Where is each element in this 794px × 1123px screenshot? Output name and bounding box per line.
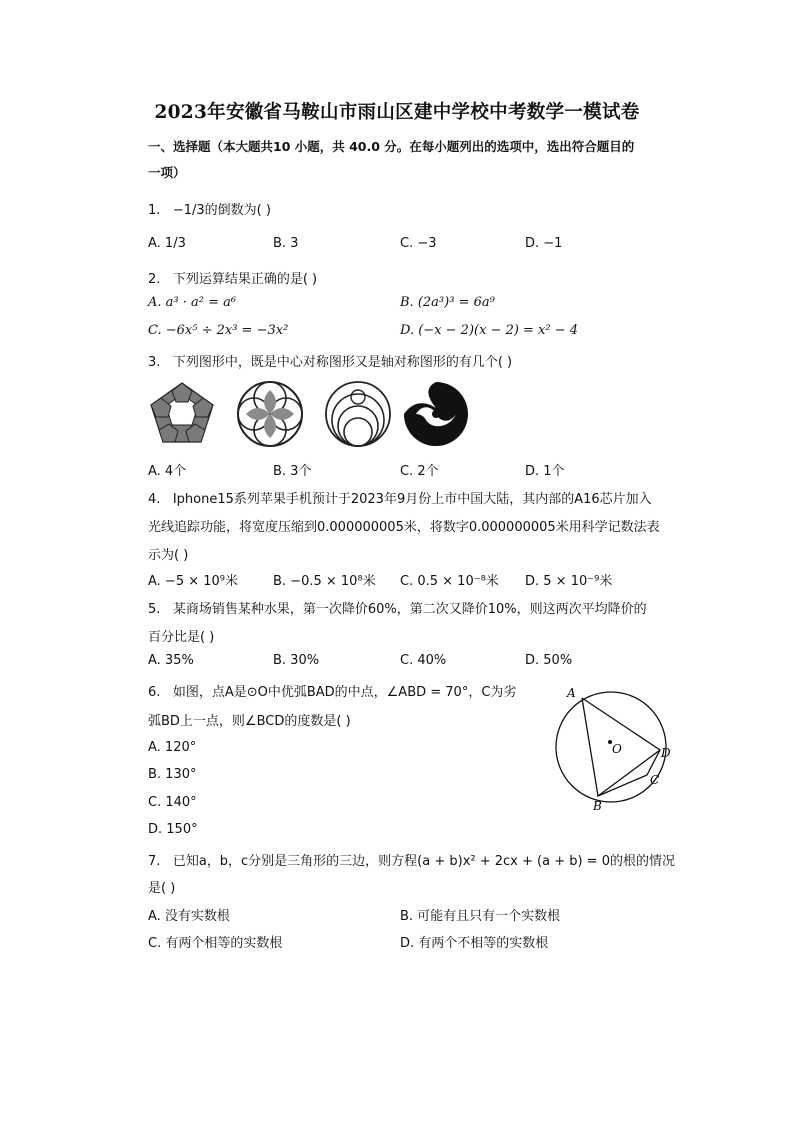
- question-stem-line2: 百分比是( ): [148, 630, 215, 645]
- q5-option-a: A. 35%: [148, 653, 194, 668]
- figure-four-circles: [236, 380, 304, 448]
- question-number: 3.: [148, 355, 161, 370]
- q4-option-d: D. 5 × 10⁻⁹米: [525, 574, 613, 589]
- q7-option-d: D. 有两个不相等的实数根: [400, 936, 549, 951]
- question-6: [148, 681, 516, 700]
- q6-option-d: D. 150°: [148, 822, 198, 837]
- label-b: B: [593, 799, 602, 813]
- q4-option-a: A. −5 × 10⁹米: [148, 574, 239, 589]
- q1-option-b: B. 3: [273, 236, 299, 251]
- question-2: [148, 268, 317, 287]
- label-a: A: [567, 686, 576, 700]
- label-c: C: [650, 773, 660, 787]
- q5-option-d: D. 50%: [525, 653, 573, 668]
- q7-option-a: A. 没有实数根: [148, 909, 230, 924]
- figure-circle-o: [548, 683, 678, 813]
- section-heading: [148, 134, 678, 186]
- question-stem-line2: 弧BD上一点，则∠BCD的度数是( ): [148, 714, 351, 729]
- q5-option-c: C. 40%: [400, 653, 447, 668]
- figure-pentagon-pattern: [148, 380, 216, 448]
- q3-option-d: D. 1个: [525, 464, 565, 479]
- figure-nested-circles: [324, 380, 392, 448]
- page-title: 2023年安徽省马鞍山市雨山区建中学校中考数学一模试卷: [154, 102, 640, 123]
- section-heading-line1: 一、选择题（本大题共10 小题，共 40.0 分。在每小题列出的选项中，选出符合题目的: [148, 139, 635, 154]
- q4-option-b: B. −0.5 × 10⁸米: [273, 574, 376, 589]
- q6-option-b: B. 130°: [148, 767, 197, 782]
- q1-option-a: A. 1/3: [148, 236, 186, 251]
- question-number: 4.: [148, 492, 161, 507]
- section-heading-line2: 一项）: [148, 165, 186, 180]
- question-number: 6.: [148, 685, 161, 700]
- q1-option-c: C. −3: [400, 236, 437, 251]
- q2-option-d: D. (−x − 2)(x − 2) = x² − 4: [400, 323, 579, 338]
- question-stem-line3: 示为( ): [148, 548, 189, 563]
- question-stem-line2: 光线追踪功能，将宽度压缩到0.000000005米，将数字0.000000005米用科学记数法表: [148, 520, 660, 535]
- question-stem-line1: 已知a，b，c分别是三角形的三边，则方程(a + b)x² + 2cx + (a + b) = 0的根的情况: [172, 854, 675, 869]
- q6-option-a: A. 120°: [148, 740, 197, 755]
- question-stem: −1/3的倒数为( ): [172, 203, 271, 218]
- question-stem-line2: 是( ): [148, 881, 176, 896]
- question-number: 5.: [148, 602, 161, 617]
- question-stem: 下列图形中，既是中心对称图形又是轴对称图形的有几个( ): [172, 355, 513, 370]
- q7-option-b: B. 可能有且只有一个实数根: [400, 909, 561, 924]
- q3-option-c: C. 2个: [400, 464, 439, 479]
- question-stem-line1: 如图，点A是⊙O中优弧BAD的中点，∠ABD = 70°，C为劣: [172, 685, 517, 700]
- question-number: 7.: [148, 854, 161, 869]
- q2-option-c: C. −6x⁵ ÷ 2x³ = −3x²: [148, 323, 289, 338]
- figure-swirl-shape: [402, 380, 470, 448]
- q1-option-d: D. −1: [525, 236, 563, 251]
- label-d: D: [661, 746, 671, 760]
- q7-option-c: C. 有两个相等的实数根: [148, 936, 283, 951]
- question-3: [148, 351, 512, 370]
- question-7: [148, 850, 675, 869]
- question-5: [148, 598, 647, 617]
- question-number: 2.: [148, 272, 161, 287]
- q3-option-a: A. 4个: [148, 464, 187, 479]
- question-stem: 下列运算结果正确的是( ): [172, 272, 318, 287]
- q4-option-c: C. 0.5 × 10⁻⁸米: [400, 574, 499, 589]
- q6-option-c: C. 140°: [148, 795, 197, 810]
- q2-option-b: B. (2a³)³ = 6a⁹: [400, 295, 495, 310]
- question-1: [148, 199, 271, 218]
- question-number: 1.: [148, 203, 161, 218]
- q2-option-a: A. a³ · a² = a⁶: [148, 295, 237, 310]
- q3-option-b: B. 3个: [273, 464, 312, 479]
- question-stem-line1: 某商场销售某种水果，第一次降价60%，第二次又降价10%，则这两次平均降价的: [172, 602, 647, 617]
- q5-option-b: B. 30%: [273, 653, 320, 668]
- question-4: [148, 488, 652, 507]
- label-o: O: [612, 742, 622, 756]
- question-stem-line1: Iphone15系列苹果手机预计于2023年9月份上市中国大陆，其内部的A16芯片加入: [172, 492, 652, 507]
